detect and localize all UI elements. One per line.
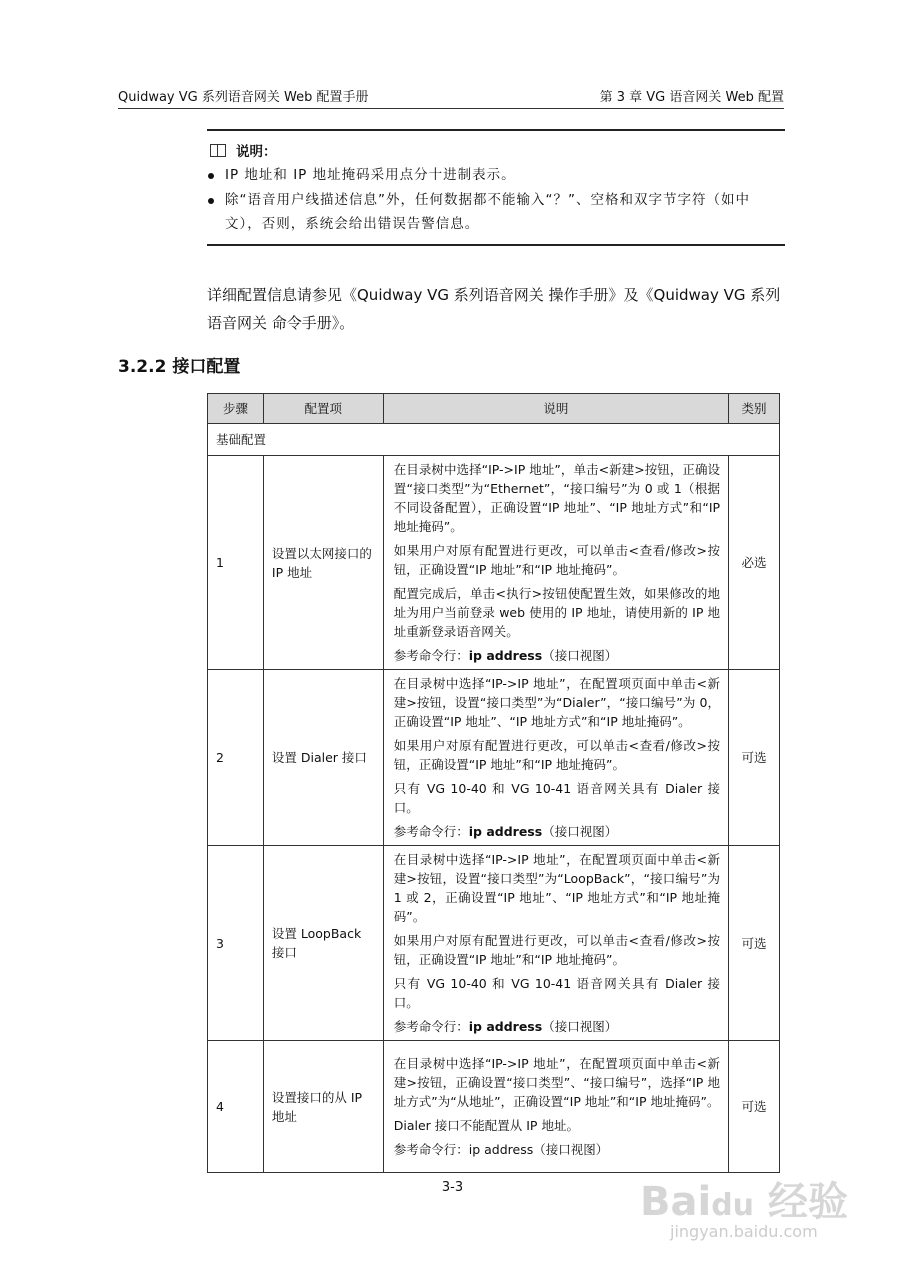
col-header: 说明 (383, 394, 728, 424)
col-header: 配置项 (263, 394, 383, 424)
col-header: 步骤 (208, 394, 264, 424)
bullet-icon (208, 173, 214, 179)
ref-prefix: 参考命令行： (393, 1142, 469, 1157)
description-cell (383, 846, 728, 1041)
running-header-right: 第 3 章 VG 语音网关 Web 配置 (599, 90, 784, 105)
reference-command (394, 822, 720, 841)
description-paragraph: 配置完成后，单击<执行>按钮使配置生效，如果修改的地址为用户当前登录 web 使用的 IP 地址，请使用新的 IP 地址重新登录语音网关。 (393, 586, 721, 639)
page-number: 3-3 (441, 1180, 464, 1195)
watermark-logo: Baidu 经验 (640, 1179, 848, 1225)
note-item (207, 163, 782, 187)
item-cell: 设置 LoopBack 接口 (263, 846, 383, 1041)
description-paragraph: 在目录树中选择“IP->IP 地址”，在配置项页面中单击<新建>按钮，正确设置“接口类型”、“接口编号”，选择“IP 地址方式”为“从地址”，正确设置“IP 地址”和“IP 地址掩码”。 (393, 1056, 721, 1109)
ref-suffix: （接口视图） (542, 648, 618, 663)
description-paragraph: 在目录树中选择“IP->IP 地址”，单击<新建>按钮，正确设置“接口类型”为“Ethernet”，“接口编号”为 0 或 1（根据不同设备配置），正确设置“IP 地址”、“IP 地址方式”和“IP 地址掩码”。 (393, 462, 721, 534)
note-item-text: 除“语音用户线描述信息”外，任何数据都不能输入“？”、空格和双字节字符（如中文），否则，系统会给出错误告警信息。 (225, 192, 750, 232)
item-cell: 设置以太网接口的 IP 地址 (263, 456, 383, 670)
type-cell: 可选 (729, 670, 780, 846)
ref-suffix: （接口视图） (533, 1142, 609, 1157)
ref-command: ip address (468, 1142, 534, 1157)
step-cell: 1 (208, 456, 264, 670)
note-top-rule (207, 129, 785, 131)
watermark-url: jingyan.baidu.com (670, 1222, 818, 1241)
description-paragraph: 在目录树中选择“IP->IP 地址”，在配置项页面中单击<新建>按钮，设置“接口类型”为“LoopBack”，“接口编号”为 1 或 2，正确设置“IP 地址”、“IP 地址方式”和“IP 地址掩码”。 (393, 852, 721, 924)
ref-prefix: 参考命令行： (393, 824, 469, 839)
ref-suffix: （接口视图） (542, 1019, 618, 1034)
description-paragraph: 只有 VG 10-40 和 VG 10-41 语音网关具有 Dialer 接口。 (393, 781, 721, 815)
col-header: 类别 (729, 394, 780, 424)
step-cell: 4 (208, 1041, 264, 1173)
type-cell: 必选 (729, 456, 780, 670)
step-cell: 3 (208, 846, 264, 1041)
note-title-text: 说明： (236, 144, 277, 160)
table-row (208, 846, 780, 1041)
group-label: 基础配置 (208, 424, 780, 456)
ref-suffix: （接口视图） (542, 824, 618, 839)
config-table (207, 393, 780, 1173)
description-paragraph: 如果用户对原有配置进行更改，可以单击<查看/修改>按钮，正确设置“IP 地址”和“IP 地址掩码”。 (393, 933, 721, 967)
description-cell (383, 1041, 728, 1173)
bullet-icon (208, 198, 214, 204)
type-cell: 可选 (729, 1041, 780, 1173)
header-rule (118, 108, 784, 109)
description-paragraph: Dialer 接口不能配置从 IP 地址。 (393, 1118, 579, 1133)
reference-command (394, 1017, 720, 1036)
table-row (208, 456, 780, 670)
section-heading: 3.2.2 接口配置 (118, 357, 241, 377)
ref-command: ip address (468, 648, 543, 663)
note-title (210, 140, 277, 160)
body-paragraph: 详细配置信息请参见《Quidway VG 系列语音网关 操作手册》及《Quidway VG 系列语音网关 命令手册》。 (207, 286, 781, 332)
table-row (208, 670, 780, 846)
ref-prefix: 参考命令行： (393, 1019, 469, 1034)
ref-command: ip address (468, 1019, 543, 1034)
description-paragraph: 如果用户对原有配置进行更改，可以单击<查看/修改>按钮，正确设置“IP 地址”和“IP 地址掩码”。 (393, 543, 721, 577)
note-item-text: IP 地址和 IP 地址掩码采用点分十进制表示。 (225, 167, 516, 183)
reference-command (394, 1140, 720, 1159)
item-cell: 设置接口的从 IP 地址 (263, 1041, 383, 1173)
running-header-left: Quidway VG 系列语音网关 Web 配置手册 (118, 90, 369, 105)
book-icon (210, 144, 226, 157)
group-row (208, 424, 780, 456)
description-paragraph: 在目录树中选择“IP->IP 地址”，在配置项页面中单击<新建>按钮，设置“接口类型”为“Dialer”，“接口编号”为 0，正确设置“IP 地址”、“IP 地址方式”和“IP 地址掩码”。 (393, 676, 721, 729)
type-cell: 可选 (729, 846, 780, 1041)
reference-command (394, 646, 720, 665)
note-item (207, 188, 782, 236)
description-cell (383, 456, 728, 670)
ref-prefix: 参考命令行： (393, 648, 469, 663)
step-cell: 2 (208, 670, 264, 846)
description-cell (383, 670, 728, 846)
table-row (208, 1041, 780, 1173)
description-paragraph: 如果用户对原有配置进行更改，可以单击<查看/修改>按钮，正确设置“IP 地址”和“IP 地址掩码”。 (393, 738, 721, 772)
table-header-row (208, 394, 780, 424)
ref-command: ip address (468, 824, 543, 839)
item-cell: 设置 Dialer 接口 (263, 670, 383, 846)
description-paragraph: 只有 VG 10-40 和 VG 10-41 语音网关具有 Dialer 接口。 (393, 976, 721, 1010)
note-bottom-rule (207, 244, 785, 246)
